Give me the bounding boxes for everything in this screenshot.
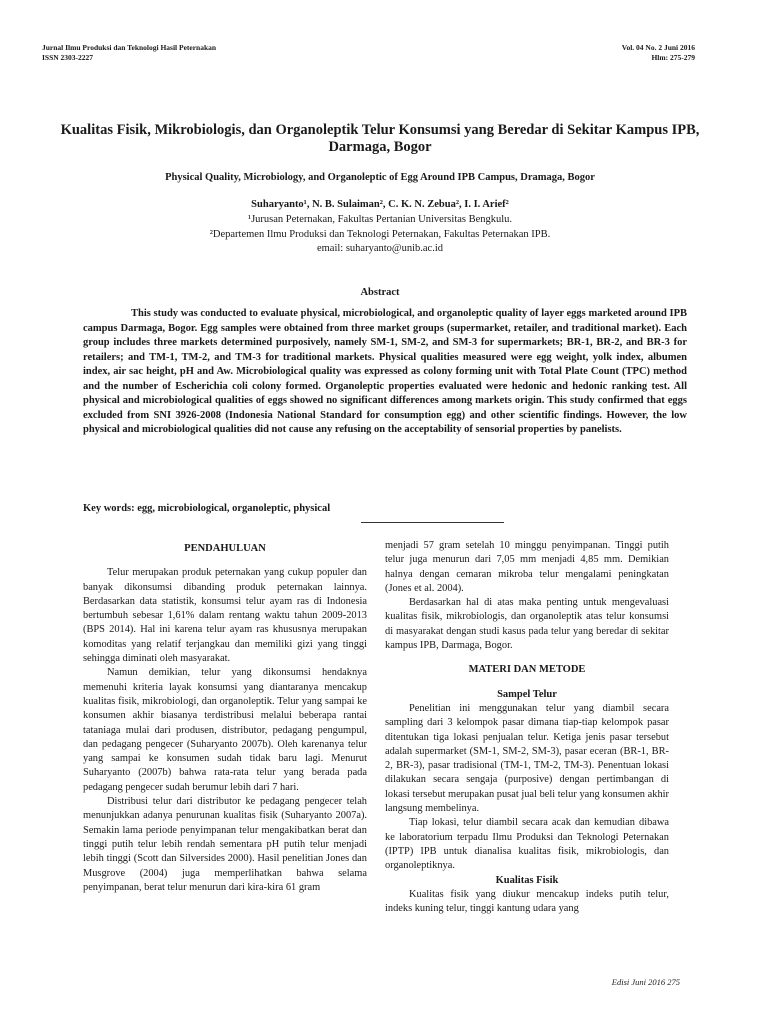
abstract-heading: Abstract bbox=[360, 287, 400, 298]
subsection-heading-samples: Sampel Telur bbox=[497, 688, 557, 700]
edition-label: Edisi Juni 2016 bbox=[611, 977, 666, 987]
author-list: Suharyanto¹, N. B. Sulaiman², C. K. N. Zebua², I. I. Arief² bbox=[251, 199, 509, 210]
journal-header-right bbox=[622, 43, 695, 62]
affiliation-1: ¹Jurusan Peternakan, Fakultas Pertanian Universitas Bengkulu. bbox=[247, 214, 513, 225]
page-number: 275 bbox=[667, 977, 680, 987]
section-heading-introduction: PENDAHULUAN bbox=[184, 543, 266, 554]
keywords-rule bbox=[361, 522, 504, 523]
journal-header-left bbox=[42, 43, 216, 62]
subsection-heading-physical-quality: Kualitas Fisik bbox=[495, 874, 559, 886]
paragraph: Namun demikian, telur yang dikonsumsi hendaknya memenuhi kriteria layak konsumsi yang diantaranya mencakup kualitas fisik, mikrobiologi, dan organoleptik. Telur yang sampai ke konsumen akhir biasanya terdistribusi melalui beberapa rantai tataniaga mulai dari produsen, distributor, pedagang pengumpul, dan pedagang pengecer (Suharyanto 2007b). Oleh karenanya telur yang sampai ke konsumen sudah tidak baru lagi. Menurut Suharyanto (2007b) bahwa rata-rata telur yang berada pada pedagang pengecer sudah berumur lebih dari 7 hari. bbox=[83, 667, 367, 793]
paragraph: Distribusi telur dari distributor ke pedagang pengecer telah menunjukkan adanya penurunan kualitas fisik (Suharyanto 2007a). Semakin lama periode penyimpanan telur mengakibatkan berat dan tinggi putih telur lebih rendah sementara pH putih telur menjadi lebih tinggi (Scott dan Silversides 2000). Hasil penelitian Jones dan Musgrove (2004) juga memperlihatkan bahwa selama penyimpanan, berat telur menurun dari kira-kira 61 gram bbox=[83, 796, 367, 893]
journal-name: Jurnal Ilmu Produksi dan Teknologi Hasil Peternakan bbox=[42, 43, 217, 52]
keywords: Key words: egg, microbiological, organoleptic, physical bbox=[83, 503, 331, 514]
contact-email: email: suharyanto@unib.ac.id bbox=[316, 243, 443, 254]
paper-title: Kualitas Fisik, Mikrobiologis, dan Organoleptik Telur Konsumsi yang Beredar di Sekitar Kampus IPB, Darmaga, Bogor bbox=[60, 122, 700, 155]
paragraph: Berdasarkan hal di atas maka penting untuk mengevaluasi kualitas fisik, mikrobiologis, dan organoleptik atas telur konsumsi di masyarakat dengan studi kasus pada telur yang beredar di sekitar kampus IPB, Darmaga, Bogor. bbox=[385, 597, 669, 652]
journal-pages: Hlm: 275-279 bbox=[651, 52, 695, 62]
affiliation-2: ²Departemen Ilmu Produksi dan Teknologi Peternakan, Fakultas Peternakan IPB. bbox=[209, 229, 551, 240]
page-footer bbox=[612, 977, 680, 987]
journal-volume: Vol. 04 No. 2 Juni 2016 bbox=[621, 43, 695, 52]
abstract-text: This study was conducted to evaluate physical, microbiological, and organoleptic quality of layer eggs marketed around IPB campus Darmaga, Bogor. Egg samples were obtained from three market groups (supermarket, retailer, and traditional market). Each group includes three markets determined purposively, namely SM-1, SM-2, and SM-3 for supermarkets; BR-1, BR-2, and BR-3 for retailers; and TM-1, TM-2, and TM-3 for traditional markets. Physical qualities measured were egg weight, yolk index, albumen index, air sac height, pH and Aw. Microbiological quality was expressed as colony forming unit with Total Plate Count (TPC) method and the number of Escherichia coli colony formed. Organoleptic properties evaluated were hedonic and hedonic ranking test. All physical and microbiological qualities of eggs showed no significant differences among markets origin. This study confirmed that eggs excluded from SNI 3926-2008 (Indonesia National Standard for consumption egg) and other scientific findings. However, the low physical and microbiological qualities did not cause any refusing on the acceptability of sensorial properties by panelists. bbox=[83, 308, 687, 435]
right-column bbox=[385, 539, 669, 916]
paragraph: Telur merupakan produk peternakan yang cukup populer dan banyak dikonsumsi dibanding produk peternakan lainnya. Berdasarkan data statistik, konsumsi telur ayam ras di Indonesia bertumbuh sebesar 1,61% dalam rentang waktu tahun 2009-2013 (BPS 2014). Hal ini karena telur ayam ras khususnya merupakan komoditas yang relatif terjangkau dan memiliki gizi yang tinggi sehingga diminati oleh masyarakat. bbox=[83, 567, 367, 665]
paragraph: Tiap lokasi, telur diambil secara acak dan kemudian dibawa ke laboratorium terpadu Ilmu Produksi dan Teknologi Peternakan (IPTP) IPB untuk dianalisa kualitas fisik, mikrobiologis, dan organoleptiknya. bbox=[385, 817, 669, 872]
paragraph: Penelitian ini menggunakan telur yang diambil secara sampling dari 3 kelompok pasar dimana tiap-tiap kelompok pasar ditentukan tiga lokasi penjualan telur. Ketiga jenis pasar tersebut adalah supermarket (SM-1, SM-2, SM-3), pasar eceran (BR-1, BR-2, BR-3), pasar tradisional (TM-1, TM-2, TM-3). Penentuan lokasi dilakukan secara sengaja (purposive) dengan pertimbangan di lokasi tersebut merupakan pusat jual beli telur yang konsumen akhir langsung membelinya. bbox=[385, 702, 669, 815]
journal-issn: ISSN 2303-2227 bbox=[42, 52, 94, 62]
paragraph: menjadi 57 gram setelah 10 minggu penyimpanan. Tinggi putih telur juga menurun dari 7,05 mm menjadi 4,85 mm. Demikian halnya dengan cemaran mikroba telur mengalami peningkatan (Jones et al. 2004). bbox=[385, 540, 669, 594]
left-column bbox=[83, 542, 367, 895]
section-heading-methods: MATERI DAN METODE bbox=[468, 664, 586, 676]
english-title: Physical Quality, Microbiology, and Organoleptic of Egg Around IPB Campus, Dramaga, Bogor bbox=[165, 172, 595, 183]
paragraph: Kualitas fisik yang diukur mencakup indeks putih telur, indeks kuning telur, tinggi kantung udara yang bbox=[385, 888, 669, 915]
